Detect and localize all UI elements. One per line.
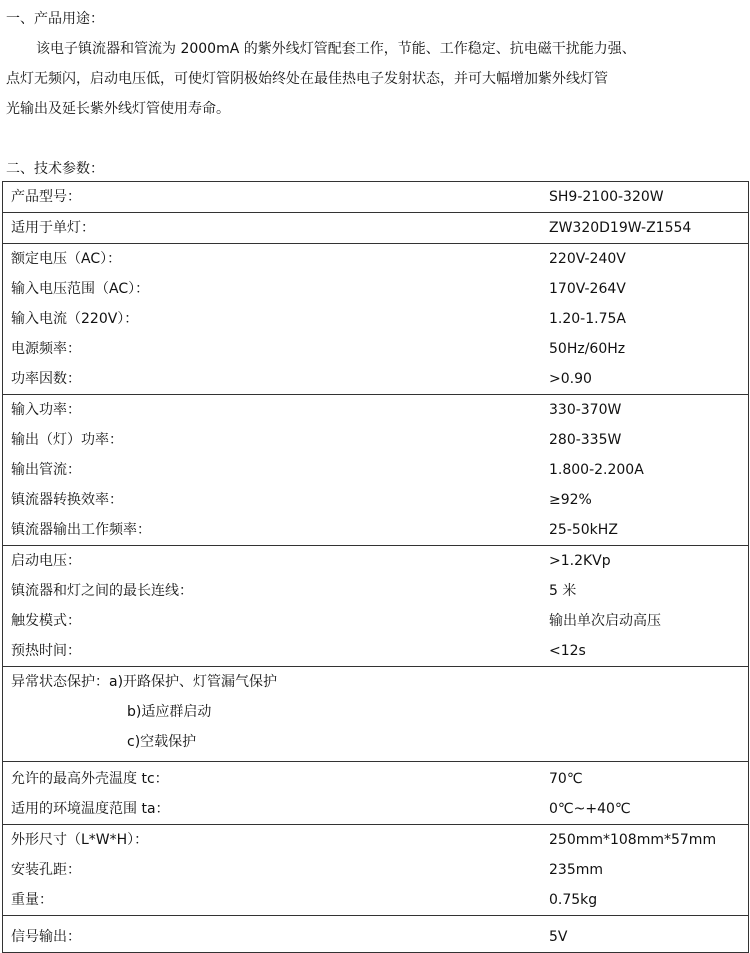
spec-row	[3, 667, 748, 697]
spec-label: b)适应群启动	[127, 704, 212, 720]
spec-value: 250mm*108mm*57mm	[549, 832, 717, 848]
section-2-title: 二、技术参数：	[6, 161, 104, 177]
spec-value: 输出单次启动高压	[549, 613, 661, 629]
spec-label: 适用的环境温度范围 ta：	[11, 801, 170, 817]
spec-row	[3, 636, 748, 666]
spec-table	[2, 181, 749, 953]
spec-label: 镇流器输出工作频率：	[11, 522, 151, 538]
usage-paragraph	[6, 34, 746, 124]
spec-value: <12s	[549, 643, 586, 659]
spec-value: ≥92%	[549, 492, 592, 508]
spec-value: 1.800-2.200A	[549, 462, 644, 478]
spec-row	[3, 576, 748, 606]
spec-row	[3, 304, 748, 334]
spec-label: 允许的最高外壳温度 tc：	[11, 771, 169, 787]
spec-value: >0.90	[549, 371, 592, 387]
spec-row	[3, 922, 748, 952]
spec-row	[3, 697, 748, 727]
spec-row	[3, 825, 748, 855]
spec-row	[3, 182, 748, 212]
spec-group-model	[3, 181, 748, 212]
spec-label: 触发模式：	[11, 613, 81, 629]
spec-row	[3, 244, 748, 274]
spec-value: SH9-2100-320W	[549, 189, 664, 205]
spec-group-output	[3, 394, 748, 545]
spec-label: 信号输出：	[11, 929, 81, 945]
spec-label: 产品型号：	[11, 189, 81, 205]
spec-label: 输入功率：	[11, 402, 81, 418]
spec-value: ZW320D19W-Z1554	[549, 220, 692, 236]
spec-row	[3, 274, 748, 304]
spec-value: 70℃	[549, 771, 583, 787]
spec-label: 异常状态保护：a)开路保护、灯管漏气保护	[11, 674, 278, 690]
spec-row	[3, 546, 748, 576]
spec-row	[3, 515, 748, 545]
spec-label: 输入电流（220V）：	[11, 311, 139, 327]
spec-row	[3, 395, 748, 425]
spec-row	[3, 455, 748, 485]
spec-value: 235mm	[549, 862, 603, 878]
spec-label: 启动电压：	[11, 553, 81, 569]
spec-value: 0℃~+40℃	[549, 801, 631, 817]
spec-label: 电源频率：	[11, 341, 81, 357]
spec-row	[3, 485, 748, 515]
spec-value: 5 米	[549, 583, 577, 599]
spec-group-lamp	[3, 212, 748, 243]
spec-label: 重量：	[11, 892, 53, 908]
spec-value: 170V-264V	[549, 281, 626, 297]
usage-line: 点灯无频闪，启动电压低，可使灯管阴极始终处在最佳热电子发射状态，并可大幅增加紫外线灯管	[6, 71, 608, 87]
spec-row	[3, 213, 748, 243]
spec-row	[3, 334, 748, 364]
spec-label: 镇流器和灯之间的最长连线：	[11, 583, 193, 599]
spec-label: 输入电压范围（AC）：	[11, 281, 150, 297]
spec-row	[3, 727, 748, 757]
section-1-title: 一、产品用途：	[6, 11, 104, 27]
spec-value: 1.20-1.75A	[549, 311, 626, 327]
spec-row	[3, 855, 748, 885]
spec-value: 5V	[549, 929, 568, 945]
spec-row	[3, 764, 748, 794]
spec-value: >1.2KVp	[549, 553, 611, 569]
spec-value: 50Hz/60Hz	[549, 341, 626, 357]
spec-value: 330-370W	[549, 402, 622, 418]
usage-line: 光输出及延长紫外线灯管使用寿命。	[6, 101, 230, 117]
spec-group-input	[3, 243, 748, 394]
spec-group-protection	[3, 666, 748, 761]
spec-row	[3, 606, 748, 636]
spec-label: 适用于单灯：	[11, 220, 95, 236]
spec-label: c)空载保护	[127, 734, 197, 750]
spec-label: 功率因数：	[11, 371, 81, 387]
spec-value: 280-335W	[549, 432, 622, 448]
spec-value: 25-50kHZ	[549, 522, 618, 538]
spec-label: 输出管流：	[11, 462, 81, 478]
spec-group-start	[3, 545, 748, 666]
spec-label: 安装孔距：	[11, 862, 81, 878]
spec-label: 额定电压（AC）：	[11, 251, 122, 267]
spec-group-signal	[3, 915, 748, 953]
spec-value: 0.75kg	[549, 892, 598, 908]
spec-row	[3, 364, 748, 394]
spec-row	[3, 425, 748, 455]
spec-label: 外形尺寸（L*W*H）：	[11, 832, 149, 848]
spec-group-temperature	[3, 761, 748, 824]
spec-row	[3, 885, 748, 915]
spec-value: 220V-240V	[549, 251, 626, 267]
spec-group-dimensions	[3, 824, 748, 915]
spec-label: 镇流器转换效率：	[11, 492, 123, 508]
spec-label: 预热时间：	[11, 643, 81, 659]
spec-row	[3, 794, 748, 824]
spec-label: 输出（灯）功率：	[11, 432, 123, 448]
usage-line: 该电子镇流器和管流为 2000mA 的紫外线灯管配套工作，节能、工作稳定、抗电磁干扰能力强、	[36, 41, 636, 57]
